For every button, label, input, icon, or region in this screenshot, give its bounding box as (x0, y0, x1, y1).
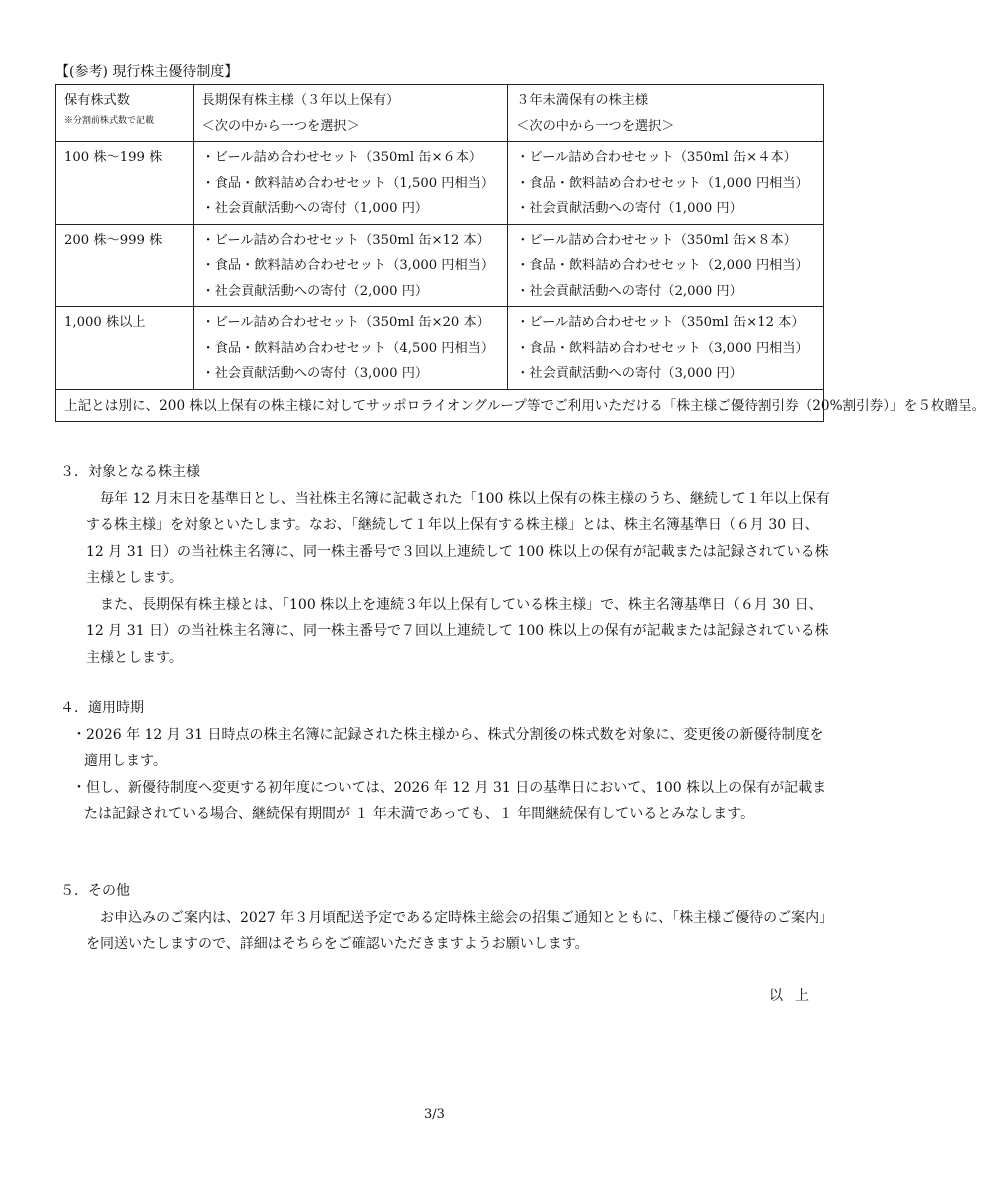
perk-item: ・ビール詰め合わせセット（350ml 缶×12 本） (516, 315, 805, 330)
section-other (60, 878, 830, 958)
perk-item: ・ビール詰め合わせセット（350ml 缶×６本） (201, 150, 483, 165)
perk-item: ・社会貢献活動への寄付（1,000 円） (516, 201, 743, 216)
table-header-row (56, 85, 824, 142)
header-shares-label: 保有株式数 (64, 93, 130, 108)
long-term-cell (193, 307, 508, 390)
section-application-timing (60, 695, 830, 828)
header-short-term-select: ＜次の中から一つを選択＞ (516, 118, 675, 134)
perk-item: ・社会貢献活動への寄付（2,000 円） (201, 283, 429, 299)
table-footnote-row (56, 389, 824, 421)
shares-cell: 1,000 株以上 (56, 307, 194, 390)
section-3-title: ３．対象となる株主様 (60, 464, 200, 480)
section-3-paragraph-2: また、長期保有株主様とは、「100 株以上を連続３年以上保有している株主様」で、株主名簿基準日（６月 30 日、12 月 31 日）の当社株主名簿に、同一株主番号で７回以上連続して 100 株以上の保有が記載または記録されている株主様とします。 (86, 596, 829, 666)
section-target-shareholders (60, 459, 830, 671)
header-shares (56, 85, 194, 142)
perk-item: ・食品・飲料詰め合わせセット（1,000 円相当） (516, 175, 809, 191)
header-long-term-select: ＜次の中から一つを選択＞ (201, 118, 360, 134)
header-long-term-label: 長期保有株主様（３年以上保有） (201, 93, 400, 108)
perk-item: ・ビール詰め合わせセット（350ml 缶×12 本） (201, 232, 490, 248)
header-shares-note: ※分割前株式数で記載 (64, 115, 155, 126)
section-4-title: ４．適用時期 (60, 700, 144, 716)
perk-item: ・食品・飲料詰め合わせセット（2,000 円相当） (516, 258, 809, 273)
perk-item: ・食品・飲料詰め合わせセット（3,000 円相当） (201, 258, 495, 273)
perk-item: ・社会貢献活動への寄付（2,000 円） (516, 283, 743, 299)
short-term-cell (508, 142, 824, 225)
section-5-paragraph-1: お申込みのご案内は、2027 年３月頃配送予定である定時株主総会の招集ご通知とともに、「株主様ご優待のご案内」を同送いたしますので、詳細はそちらをご確認いただきますようお願いします。 (86, 909, 827, 952)
short-term-cell (508, 224, 824, 307)
header-short-term-label: ３年未満保有の株主様 (516, 93, 649, 108)
perk-item: ・食品・飲料詰め合わせセット（4,500 円相当） (201, 340, 495, 356)
section-4-bullet-2: ・但し、新優待制度へ変更する初年度については、2026 年 12 月 31 日の基準日において、100 株以上の保有が記載または記録されている場合、継続保有期間が １ 年未満であっても、１ 年間継続保有しているとみなします。 (72, 779, 827, 822)
section-5-title: ５．その他 (60, 883, 130, 899)
table-row (56, 142, 824, 225)
section-4-bullet-1: ・2026 年 12 月 31 日時点の株主名簿に記録された株主様から、株式分割後の株式数を対象に、変更後の新優待制度を適用します。 (72, 726, 824, 769)
table-caption: 【(参考) 現行株主優待制度】 (55, 64, 239, 80)
section-3-paragraph-1: 毎年 12 月末日を基準日とし、当社株主名簿に記載された「100 株以上保有の株主様のうち、継続して１年以上保有する株主様」を対象といたします。なお、「継続して１年以上保有する株主様」とは、株主名簿基準日（６月 30 日、12 月 31 日）の当社株主名簿に、同一株主番号で３回以上連続して 100 株以上の保有が記載または記録されている株主様とします。 (86, 490, 830, 586)
table-row (56, 224, 824, 307)
closing-mark: 以上 (769, 988, 821, 1004)
perk-item: ・ビール詰め合わせセット（350ml 缶×８本） (516, 232, 797, 248)
table-footnote: 上記とは別に、200 株以上保有の株主様に対してサッポロライオングループ等でご利用いただける「株主様ご優待割引券（20%割引券）」を５枚贈呈。 (56, 389, 824, 421)
shares-cell: 200 株～999 株 (56, 224, 194, 307)
header-short-term (508, 85, 824, 142)
perk-item: ・ビール詰め合わせセット（350ml 缶×20 本） (201, 315, 490, 330)
perk-item: ・社会貢献活動への寄付（3,000 円） (201, 366, 429, 381)
perk-item: ・食品・飲料詰め合わせセット（3,000 円相当） (516, 340, 809, 356)
perk-item: ・ビール詰め合わせセット（350ml 缶×４本） (516, 150, 797, 165)
perk-item: ・社会貢献活動への寄付（1,000 円） (201, 201, 429, 216)
long-term-cell (193, 142, 508, 225)
perk-item: ・食品・飲料詰め合わせセット（1,500 円相当） (201, 175, 495, 191)
short-term-cell (508, 307, 824, 390)
header-long-term (193, 85, 508, 142)
page-number: 3/3 (424, 1107, 445, 1122)
shares-cell: 100 株～199 株 (56, 142, 194, 225)
shareholder-perk-table (55, 84, 985, 422)
table-row (56, 307, 824, 390)
perk-item: ・社会貢献活動への寄付（3,000 円） (516, 366, 743, 381)
long-term-cell (193, 224, 508, 307)
